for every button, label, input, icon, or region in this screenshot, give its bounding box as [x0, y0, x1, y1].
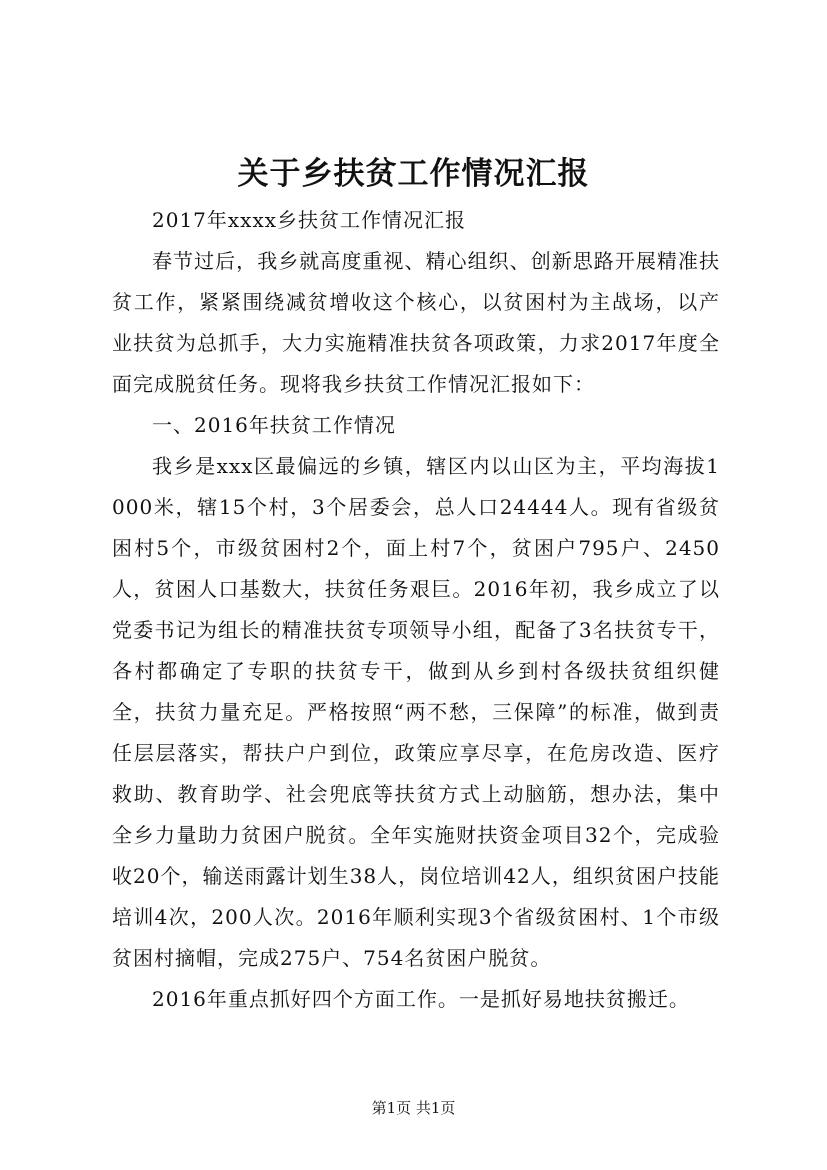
paragraph-2016-overview: 我乡是xxx区最偏远的乡镇，辖区内以山区为主，平均海拔1000米，辖15个村，3个居委会，总人口24444人。现有省级贫困村5个，市级贫困村2个，面上村7个，贫困户795户、2450人，贫困人口基数大，扶贫任务艰巨。2016年初，我乡成立了以党委书记为组长的精准扶贫专项领导小组，配备了3名扶贫专干，各村都确定了专职的扶贫专干，做到从乡到村各级扶贫组织健全，扶贫力量充足。严格按照“两不愁，三保障”的标准，做到责任层层落实，帮扶户户到位，政策应享尽享，在危房改造、医疗救助、教育助学、社会兜底等扶贫方式上动脑筋，想办法，集中全乡力量助力贫困户脱贫。全年实施财扶资金项目32个，完成验收20个，输送雨露计划生38人，岗位培训42人，组织贫困户技能培训4次，200人次。2016年顺利实现3个省级贫困村、1个市级贫困村摘帽，完成275户、754名贫困户脱贫。 [112, 454, 720, 970]
paragraph-intro: 春节过后，我乡就高度重视、精心组织、创新思路开展精准扶贫工作，紧紧围绕减贫增收这个核心，以贫困村为主战场，以产业扶贫为总抓手，大力实施精准扶贫各项政策，力求2017年度全面完成脱贫任务。现将我乡扶贫工作情况汇报如下： [112, 249, 720, 396]
document-title: 关于乡扶贫工作情况汇报 [237, 156, 590, 192]
section-heading-2016: 一、2016年扶贫工作情况 [152, 413, 396, 437]
document-body [112, 200, 720, 1020]
page-footer: 第1页 共1页 [371, 1099, 456, 1117]
paragraph-2016-key-work: 2016年重点抓好四个方面工作。一是抓好易地扶贫搬迁。 [152, 987, 690, 1011]
paragraph-subtitle: 2017年xxxx乡扶贫工作情况汇报 [152, 208, 467, 232]
